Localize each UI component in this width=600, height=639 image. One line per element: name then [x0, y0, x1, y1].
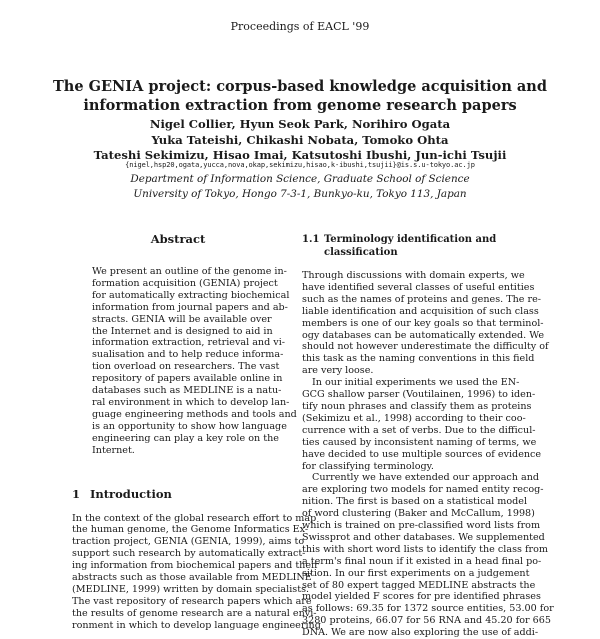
proceedings-header: Proceedings of EACL '99 — [230, 20, 370, 33]
abstract-text — [72, 266, 297, 457]
body-line: liable identification and acquisition of such class — [302, 305, 539, 317]
body-line: GCG shallow parser (Voutilainen, 1996) to iden- — [302, 389, 536, 401]
body-line: support such research by automatically extract- — [72, 548, 306, 560]
subsection-text — [302, 270, 554, 639]
body-line: ronment in which to develop language engineering — [72, 619, 321, 631]
body-line: Swissprot and other databases. We supplemented — [302, 531, 545, 543]
body-line: of word clustering (Baker and McCallum, 1998) — [302, 508, 535, 520]
abstract-line: tion overload on researchers. The vast — [92, 361, 280, 373]
abstract-line: Internet. — [92, 444, 135, 456]
body-line: as follows: 69.35 for 1372 source entities, 53.00 for — [302, 603, 554, 615]
abstract-line: for automatically extracting biochemical — [92, 289, 290, 301]
paper-title — [40, 77, 560, 115]
body-line: In our initial experiments we used the EN- — [312, 377, 520, 389]
body-line: for classifying terminology. — [302, 460, 434, 472]
section-number: 1 — [72, 486, 81, 501]
abstract-line: sualisation and to help reduce informa- — [92, 349, 284, 361]
section-title: Introduction — [90, 486, 172, 501]
body-line: tify noun phrases and classify them as proteins — [302, 400, 532, 412]
author-line: Nigel Collier, Hyun Seok Park, Norihiro Ogata — [149, 117, 451, 131]
subsection-title-line: classification — [324, 246, 398, 258]
body-line: set of 80 expert tagged MEDLINE abstracts the — [302, 579, 536, 591]
body-line: sition. In our first experiments on a judgement — [302, 567, 530, 579]
body-line: this task as the naming conventions in this field — [302, 353, 535, 365]
abstract-line: databases such as MEDLINE is a natu- — [92, 385, 282, 397]
abstract-line: is an opportunity to show how language — [92, 420, 287, 432]
body-line: this with short word lists to identify the class from — [302, 543, 548, 555]
abstract-line: guage engineering methods and tools and — [92, 408, 297, 420]
affiliation-line: University of Tokyo, Hongo 7-3-1, Bunkyo-ku, Tokyo 113, Japan — [133, 187, 467, 200]
abstract-line: repository of papers available online in — [92, 373, 283, 385]
body-line: Through discussions with domain experts, we — [302, 270, 525, 281]
body-line: (MEDLINE, 1999) written by domain specialists. — [72, 583, 310, 595]
abstract-line: We present an outline of the genome in- — [92, 266, 287, 277]
body-line: the results of genome research are a natural envi- — [72, 607, 317, 619]
body-line: should not however underestimate the difficulty of — [302, 341, 549, 353]
subsection-heading — [302, 234, 528, 259]
title-line: The GENIA project: corpus-based knowledge acquisition and — [53, 78, 547, 95]
abstract-line: formation acquisition (GENIA) project — [92, 277, 278, 289]
body-line: ogy databases can be automatically extended. We — [302, 329, 545, 341]
body-line: are exploring two models for named entity recog- — [302, 484, 544, 496]
title-line: information extraction from genome research papers — [83, 97, 517, 114]
subsection-title-line: Terminology identification and — [324, 234, 497, 245]
author-line: Yuka Tateishi, Chikashi Nobata, Tomoko Ohta — [151, 132, 449, 147]
abstract-line: ral environment in which to develop lan- — [92, 396, 290, 408]
body-line: In the context of the global research effort to map — [72, 512, 317, 524]
body-line: a term's final noun if it existed in a head final po- — [302, 555, 542, 567]
right-column — [302, 232, 554, 639]
body-line: which is trained on pre-classified word lists from — [302, 520, 541, 532]
body-line: have identified several classes of useful entities — [302, 281, 535, 293]
author-emails: {nigel,hsp20,ogata,yucca,nova,okap,sekimizu,hisao,k-ibushi,tsujii}@is.s.u-tokyo.ac.jp — [125, 161, 475, 169]
body-line: abstracts such as those available from MEDLINE — [72, 572, 312, 584]
author-line: Tateshi Sekimizu, Hisao Imai, Katsutoshi Ibushi, Jun-ichi Tsujii — [93, 148, 507, 162]
body-line: (Sekimizu et al., 1998) according to their coo- — [302, 412, 526, 424]
affiliation — [0, 172, 600, 201]
body-line: DNA. We are now also exploring the use of addi- — [302, 627, 539, 639]
body-line: Currently we have extended our approach and — [312, 472, 540, 484]
abstract-line: information extraction, retrieval and vi- — [92, 337, 286, 349]
abstract-line: engineering can play a key role on the — [92, 432, 279, 444]
body-line: members is one of our key goals so that terminol- — [302, 317, 544, 329]
body-line: the human genome, the Genome Informatics Ex- — [72, 524, 309, 536]
body-line: 3280 proteins, 66.07 for 56 RNA and 45.20 for 665 — [302, 615, 551, 627]
subsection-number: 1.1 — [302, 234, 320, 245]
abstract-heading: Abstract — [150, 232, 206, 246]
affiliation-line: Department of Information Science, Graduate School of Science — [130, 173, 470, 185]
body-line: are very loose. — [302, 365, 374, 377]
abstract-line: information from journal papers and ab- — [92, 301, 288, 313]
body-line: currence with a set of verbs. Due to the difficul- — [302, 424, 536, 436]
body-line: nition. The first is based on a statistical model — [302, 496, 528, 508]
introduction-text — [72, 512, 321, 632]
body-line: have decided to use multiple sources of evidence — [302, 448, 542, 460]
abstract-line: the Internet and is designed to aid in — [92, 325, 273, 337]
body-line: such as the names of proteins and genes. The re- — [302, 293, 542, 305]
body-line: The vast repository of research papers which are — [72, 595, 312, 607]
introduction-heading — [72, 487, 274, 501]
body-line: model yielded F scores for pre identified phrases — [302, 591, 541, 603]
body-line: traction project, GENIA (GENIA, 1999), aims to — [72, 536, 305, 548]
abstract-line: stracts. GENIA will be available over — [92, 313, 272, 325]
body-line: ing information from biochemical papers and their — [72, 560, 319, 572]
author-list — [0, 117, 600, 164]
body-line: ties caused by inconsistent naming of terms, we — [302, 436, 537, 448]
